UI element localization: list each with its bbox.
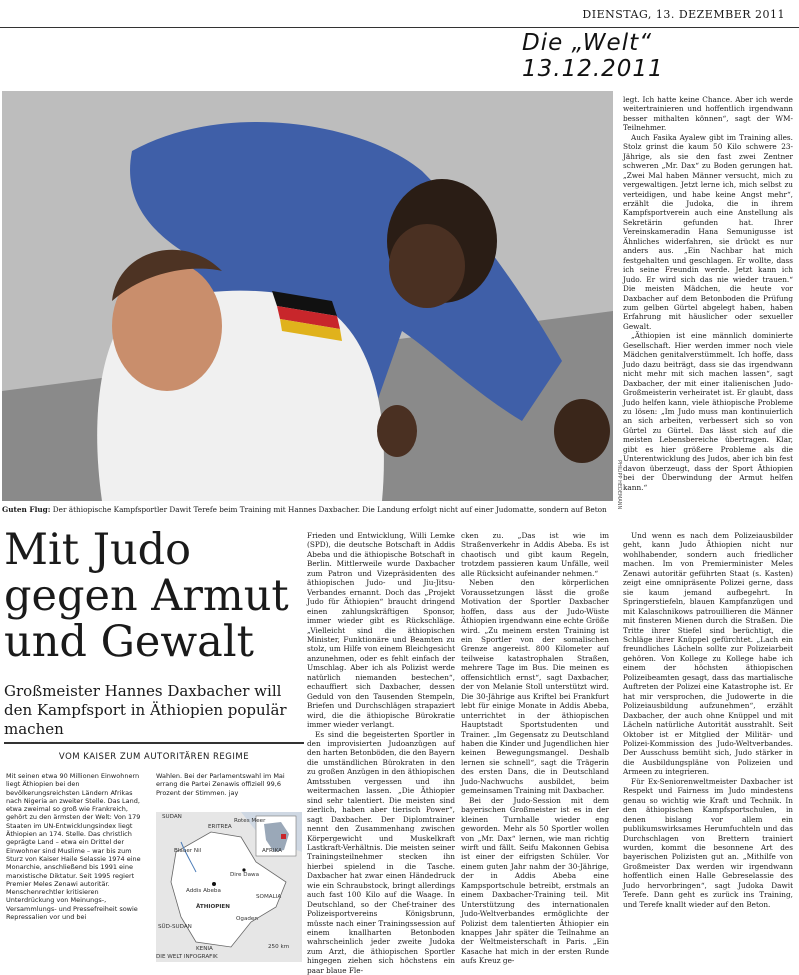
ethiopia-map <box>156 812 302 962</box>
info-box-text: Mit seinen etwa 90 Millionen Einwohnern liegt Äthiopien bei den bevölkerungsreichsten Ländern Afrikas nach Nigeria an zweiter Stelle. Das Land, etwa zweimal so groß wie Frankreich, gehört zu den ärmsten der Welt: Von 179 Staaten im UN-Entwicklungsindex liegt Äthiopien an 174. Stelle. Das christlich geprägte Land – etwa ein Drittel der Einwohner sind Muslime – war bis zum Sturz von Kaiser Haile Selassie 1974 eine Monarchie, anschließend bis 1991 eine marxistische Diktatur. Seit 1995 regiert Premier Meles Zenawi autoritär. Menschenrechtler kritisieren Unterdrückung von Meinungs-, Versammlungs- und Pressefreiheit sowie Repressalien vor und bei <box>6 772 141 922</box>
info-box-title: VOM KAISER ZUM AUTORITÄREN REGIME <box>58 752 250 762</box>
info-box-text-2: Wahlen. Bei der Parlamentswahl im Mai errang die Partei Zenawis offiziell 99,6 Prozent der Stimmen. jay <box>156 772 285 797</box>
addis-dot <box>212 882 216 886</box>
article-column-3-bottom <box>623 531 793 909</box>
map-label-dire-dawa: Dire Dawa <box>230 872 259 878</box>
photo-credit: PHILIPP HEDEMANN <box>616 460 622 510</box>
map-label-addis: Addis Abeba <box>186 888 221 894</box>
map-label-blue-nile: Blauer Nil <box>174 848 202 854</box>
header-rule <box>0 27 799 28</box>
map-label-sudan: SUDAN <box>162 814 182 820</box>
paragraph: Bei der Judo-Session mit dem bayerischen Großmeister ist es in der kleinen Turnhalle wieder eng geworden. Mehr als 50 Sportler wollen von „Mr. Dax“ lernen, wie man richtig wirft und fällt. Seifu Makonnen Gebisa ist einer der eifrigsten Schüler. Vor einem guten Jahr nahm der 30-Jährige, der in Addis Abeba eine Kampsportschule betreibt, erstmals an einem Daxbacher-Training teil. Mit Unterstützung des internationalen Judo-Weltverbandes ermöglichte der Polizist dem talentierten Äthiopier ein knappes Jahr später die Teilnahme an der Weltmeisterschaft in Paris. „Ein Kasache hat mich in der ersten Runde aufs Kreuz ge- <box>461 795 609 966</box>
ethiopia-marker <box>281 834 286 839</box>
handwritten-note: Die „Welt“ 13.12.2011 <box>522 30 664 82</box>
paragraph: Frieden und Entwicklung, Willi Lemke (SPD), die deutsche Botschaft in Addis Abeba und die äthiopische Botschaft in Berlin. Mittlerweile wurde Daxbacher zum Patron und Vizepräsidenten des äthiopischen Judo- und Jiu-Jitsu-Verbandes ernannt. Doch das „Projekt Judo für Äthiopien“ braucht dringend einen zahlungskräftigen Sponsor, immer wieder gibt es Rückschläge. „Vielleicht sind die äthiopischen Minister, Funktionäre und Beamten zu stolz, um Hilfe von einem Bleichgesicht anzunehmen, oder es fehlt einfach der Umschlag. Aber ich als Polizist werde natürlich niemanden bestechen“, echauffiert sich Daxbacher, dessen Geduld von den Tausenden Stempeln, Briefen und Durchschlägen strapaziert wird, die die äthiopische Bürokratie immer wieder verlangt. <box>307 531 455 730</box>
map-label-south-sudan: SÜD-SUDAN <box>158 924 192 930</box>
caption-text: Der äthiopische Kampfsportler Dawit Terefe beim Training mit Hannes Daxbacher. Die Landung erfolgt nicht auf einer Judomatte, sondern auf Beton <box>50 505 607 514</box>
paragraph: „Äthiopien ist eine männlich dominierte Gesellschaft. Hier werden immer noch viele Mädchen genitalverstümmelt. Ich hoffe, dass Judo dazu beiträgt, dass sie das irgendwann nicht mehr mit sich machen lassen“, sagt Daxbacher, der mit einer italienischen Judo-Großmeisterin verheiratet ist. Er glaubt, dass Judo helfen kann, viele äthiopische Probleme zu lösen: „Im Judo muss man kontinuierlich an sich arbeiten, verbessert sich so von Gürtel zu Gürtel. Das lässt sich auf die meisten Lebensbereiche übertragen. Klar, gibt es hier größere Probleme als die Unterentwicklung des Judos, aber ich bin fest davon überzeugt, dass der Sport Äthiopien bei der Überwindung der Armut helfen kann.“ <box>623 331 793 492</box>
map-label-africa: AFRIKA <box>262 848 282 854</box>
hand <box>377 405 417 457</box>
paragraph: Neben den körperlichen Voraussetzungen lässt die große Motivation der Sportler Daxbacher hoffen, dass aus der Judo-Wüste Äthiopien irgendwann eine echte Größe wird. „Zu meinem ersten Training ist ein Sportler von der somalischen Grenze angereist. 800 Kilometer auf teilweise katastrophalen Straßen, mehrere Tage im Bus. Die meinen es offensichtlich ernst“, sagt Daxbacher, der von Melanie Stoll unterstützt wird. Die 30-Jährige aus Kriftel bei Frankfurt lebt für einige Monate in Addis Abeba, unterrichtet in der äthiopischen Hauptstadt Sportstudenten und Trainer. „Im Gegensatz zu Deutschland haben die Kinder und Jugendlichen hier keinen Bewegungsmangel. Deshalb lernen sie schnell“, sagt die Trägerin des ersten Dans, die in Deutschland Judo-Nachwuchs ausbildet, beim gemeinsamen Training mit Daxbacher. <box>461 578 609 796</box>
fist <box>554 399 610 463</box>
caption-lead: Guten Flug: <box>2 505 51 514</box>
paragraph: Für Ex-Seniorenweltmeister Daxbacher ist Respekt und Fairness im Judo mindestens genau so wichtig wie Kraft und Technik. In den äthiopischen Kampfsportschulen, in denen bislang vor allem ein publikumswirksames Herumfuchteln und das Durchschlagen von Brettern trainiert wurden, kommt die besonnene Art des bayerischen Polizisten gut an. „Mithilfe von Großmeister Dax werden wir irgendwann hoffentlich einen Halle Gebreselassie des Judo hervorbringen“, sagt Judoka Dawit Terefe. Dann geht es zurück ins Training, und Terefe knallt wieder auf den Beton. <box>623 776 793 909</box>
article-headline: Mit Judo gegen Armut und Gewalt <box>4 525 289 667</box>
paragraph: legt. Ich hatte keine Chance. Aber ich werde weitertrainieren und hoffentlich irgendwann besser mithalten können“, sagt der WM-Teilnehmer. <box>623 95 793 133</box>
article-column-1 <box>307 531 455 975</box>
map-source: DIE WELT INFOGRAFIK <box>156 954 218 960</box>
map-label-ogaden: Ogaden <box>236 916 258 922</box>
paragraph: Auch Fasika Ayalew gibt im Training alles. Stolz grinst die kaum 50 Kilo schwere 23-Jährige, als sie den fast zwei Zentner schweren „Mr. Dax“ zu Boden gerungen hat. „Zwei Mal haben Männer versucht, mich zu vergewaltigen. Jetzt lerne ich, mich selbst zu verteidigen, und habe keine Angst mehr“, erzählt die Judoka, die in ihrem Kampfsportverein auch eine Anstellung als Sekretärin gefunden hat. Ihrer Vereinskameradin Hana Semunigusse ist Ähnliches widerfahren, sie drückt es nur anders aus. „Ein Nachbar hat mich festgehalten und geschlagen. Er wollte, dass ich seine Freundin werde. Jetzt kann ich Judo. Er wird sich das nie wieder trauen.“ Die meisten Mädchen, die heute vor Daxbacher auf dem Betonboden die Prüfung zum gelben Gürtel abgelegt haben, haben Erfahrung mit häuslicher oder sexueller Gewalt. <box>623 132 793 331</box>
judo-photo <box>2 91 613 501</box>
map-label-kenia: KENIA <box>196 946 213 952</box>
map-scale: 250 km <box>268 944 290 950</box>
map-label-eritrea: ERITREA <box>208 824 232 830</box>
article-subheadline: Großmeister Hannes Daxbacher will den Kampfsport in Äthiopien populär machen <box>4 682 287 738</box>
paragraph: cken zu. „Das ist wie im Straßenverkehr in Addis Abeba. Es ist chaotisch und gibt kaum Regeln, trotzdem passieren kaum Unfälle, weil alle Rücksicht aufeinander nehmen.“ <box>461 531 609 578</box>
map-label-ethiopia: ÄTHIOPIEN <box>196 904 230 910</box>
dark-face <box>389 224 465 308</box>
issue-date: DIENSTAG, 13. DEZEMBER 2011 <box>582 8 785 21</box>
map-label-red-sea: Rotes Meer <box>234 818 266 824</box>
map-label-somalia: SOMALIA <box>256 894 282 900</box>
article-column-3-top <box>623 95 793 492</box>
article-column-2 <box>461 531 609 966</box>
info-box <box>4 742 304 966</box>
paragraph: Und wenn es nach dem Polizeiausbilder geht, kann Judo Äthiopien nicht nur wohlhabender, sondern auch friedlicher machen. Im von Premierminister Meles Zenawi autoritär geführten Staat (s. Kasten) zeigt eine omnipräsente Polizei gerne, dass sie kaum jemand aufbegehrt. In Springerstiefeln, blauen Kampfanzügen und mit Kalaschnikows patrouillieren die Männer mit finsteren Mienen durch die Straßen. Die Tritte ihrer Stiefel sind berüchtigt, die Schläge ihrer Knüppel gefürchtet. „Lach ein freundliches Lächeln sollte zur Polizeiarbeit gehören. Von Kollege zu Kollege habe ich einem der höchsten äthiopischen Polizeibeamten gesagt, dass das martialische Auftreten der Polizei eine Katastrophe ist. Er hat mir versprochen, die Judowerte in die Polizeiausbildung aufzunehmen“, erzählt Daxbacher, der auch ohne Knüppel und mit Lächeln natürliche Autorität ausstrahlt. Seit Oktober ist er Mitglied der Militär- und Polizei-Kommission des Judo-Weltverbandes. Der Ausschuss bemüht sich, Judo stärker in die Ausbildungspläne von Polizeien und Armeen zu integrieren. <box>623 531 793 777</box>
paragraph: Es sind die begeisterten Sportler in den improvisierten Judoanzügen auf den harten Betonböden, die den Bayern die umständlichen Bürokraten in den zu großen Anzügen in den äthiopischen Amtsstuben vergessen und ihn weitermachen lassen. „Die Äthiopier sind sehr talentiert. Die meisten sind zierlich, haben aber tierisch Power“, sagt Daxbacher. Der Diplomtrainer nennt den Zusammenhang zwischen Körpergewicht und Muskelkraft Lastkraft-Verhältnis. Die meisten seiner Trainingsteilnehmer stecken ihn hierbei spielend in die Tasche. Daxbacher hat zwar einen Händedruck wie ein Schraubstock, bringt allerdings auch fast 100 Kilo auf die Waage. In Deutschland, so der Chef-trainer des Polizeisportvereins Königsbrunn, müsste nach einer Trainingssession auf einem knallharten Betonboden wahrscheinlich jeder zweite Judoka zum Arzt, die äthiopischen Sportler hingegen ziehen sich höchstens ein paar blaue Fle- <box>307 729 455 975</box>
photo-caption <box>2 505 613 515</box>
